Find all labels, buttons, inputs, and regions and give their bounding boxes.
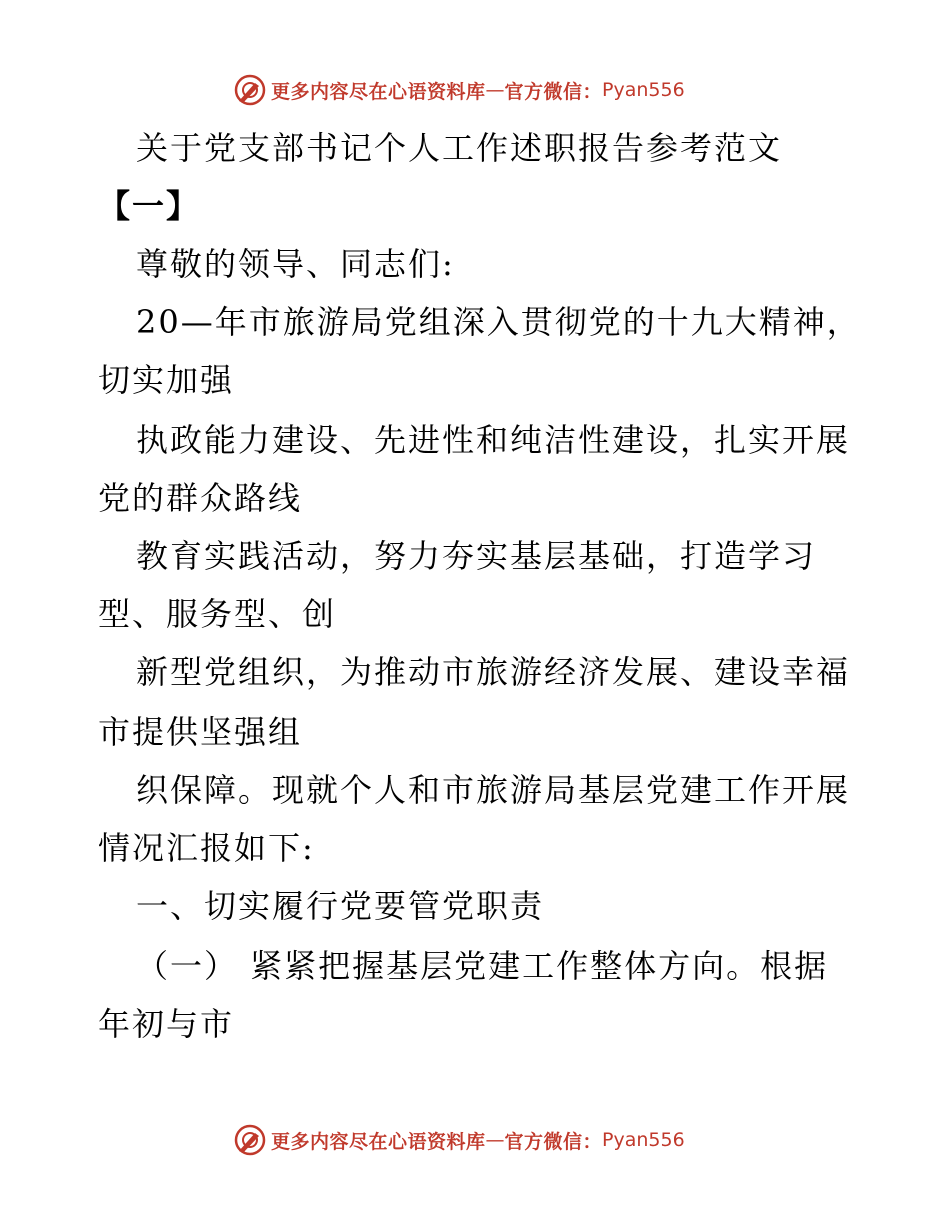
document-title: 关于党支部书记个人工作述职报告参考范文 [136,129,783,167]
watermark-text: 更多内容尽在心语资料库 [271,1130,486,1153]
watermark-label: 官方微信： [504,80,603,103]
watermark-text: 更多内容尽在心语资料库 [271,80,486,103]
watermark-logo-icon [233,73,267,107]
watermark-label: 官方微信： [504,1130,603,1153]
watermark-id: Pyan556 [602,79,685,101]
paragraph-line: 织保障。现就个人和市旅游局基层党建工作开展 [136,771,851,809]
greeting: 尊敬的领导、同志们: [136,245,455,283]
paragraph-line: 20—年市旅游局党组深入贯彻党的十九大精神， [136,303,861,341]
paragraph-line: 教育实践活动，努力夯实基层基础，打造学习 [136,537,817,575]
paragraph-line: 党的群众路线 [98,479,303,517]
paragraph-line: 新型党组织，为推动市旅游经济发展、建设幸福 [136,653,851,691]
paragraph-line: 市提供坚强组 [98,713,303,751]
watermark-banner-top [233,72,753,108]
watermark-id: Pyan556 [602,1129,685,1151]
watermark-separator: — [485,79,505,101]
watermark-banner-bottom [233,1122,753,1158]
paragraph-line: 年初与市 [98,1005,235,1043]
paragraph-line: 切实加强 [98,361,235,399]
paragraph-line: 情况汇报如下: [98,829,315,867]
section-marker: 【一】 [98,187,201,225]
paragraph-line: 型、服务型、创 [98,595,337,633]
section-heading: 一、切实履行党要管党职责 [136,887,545,925]
paragraph-line: 执政能力建设、先进性和纯洁性建设，扎实开展 [136,421,851,459]
subsection-line: （一） 紧紧把握基层党建工作整体方向。根据 [136,947,829,985]
watermark-separator: — [485,1129,505,1151]
watermark-logo-icon [233,1123,267,1157]
